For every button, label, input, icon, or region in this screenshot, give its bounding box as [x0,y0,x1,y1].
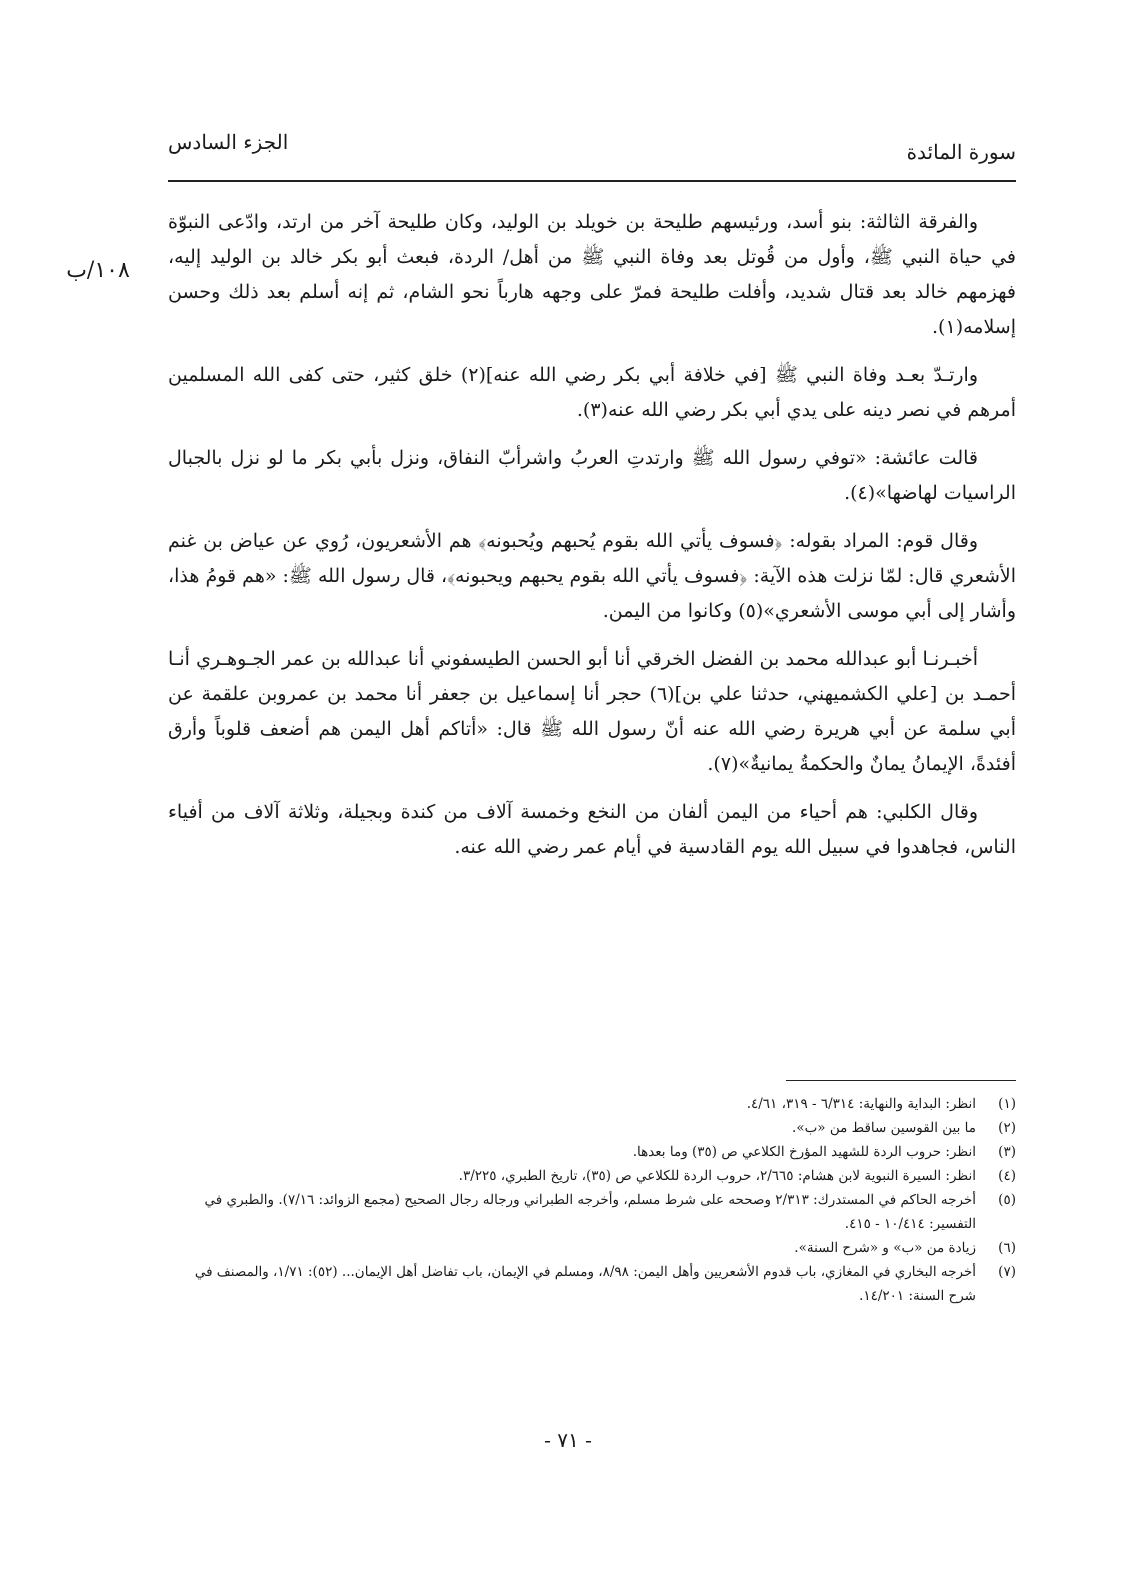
footnote-text: ما بين القوسين ساقط من «ب». [792,1120,976,1136]
footnote-number: (٥) [998,1192,1016,1208]
footnote-number: (٦) [998,1240,1016,1256]
footnote-number: (٣) [998,1144,1016,1160]
footnotes [168,1092,1016,1308]
footnote [168,1164,1016,1188]
main-text [168,205,1016,878]
paragraph: قالت عائشة: «توفي رسول الله ﷺ وارتدتِ العربُ واشرأبّ النفاق، ونزل بأبي بكر ما لو نزل بالجبال الراسيات لهاضها»(٤). [168,447,1016,504]
paragraph: والفرقة الثالثة: بنو أسد، ورئيسهم طليحة بن خويلد بن الوليد، وكان طليحة آخر من ارتد، وادّعى النبوّة في حياة النبي ﷺ، وأول من قُوتل بعد وفاة النبي ﷺ من أهل/ الردة، فبعث أبو بكر خالد بن الوليد إليه، فهزمهم خالد بعد قتال شديد، وأفلت طليحة فمرّ على وجهه هارباً نحو الشام، ثم إنه أسلم بعد ذلك وحسن إسلامه(١). [168,211,1016,338]
footnote-number: (٧) [998,1264,1016,1280]
footnote [168,1140,1016,1164]
footnote [168,1260,1016,1308]
paragraph: أخبـرنـا أبو عبدالله محمد بن الفضل الخرقي أنا أبو الحسن الطيسفوني أنا عبدالله بن عمر الجـوهـري أنـا أحمـد بن [علي الكشميهني، حدثنا علي بن](٦) حجر أنا إسماعيل بن جعفر أنا محمد بن عمروبن علقمة عن أبي سلمة عن أبي هريرة رضي الله عنه أنّ رسول الله ﷺ قال: «أتاكم أهل اليمن هم أضعف قلوباً وأرق أفئدةً، الإيمانُ يمانٌ والحكمةُ يمانيةٌ»(٧). [168,648,1016,775]
footnote-number: (٢) [998,1120,1016,1136]
footnote-text: انظر: البداية والنهاية: ٦/٣١٤ - ٣١٩، ٤/٦١. [746,1096,976,1112]
footnote [168,1092,1016,1116]
page-number: - ٧١ - [544,1428,592,1452]
footnote [168,1236,1016,1260]
paragraph: وارتـدّ بعـد وفاة النبي ﷺ [في خلافة أبي بكر رضي الله عنه](٢) خلق كثير، حتى كفى الله المسلمين أمرهم في نصر دينه على يدي أبي بكر رضي الله عنه(٣). [168,364,1016,421]
footnote-text: زيادة من «ب» و «شرح السنة». [794,1240,976,1256]
running-title-surah: سورة المائدة [906,140,1016,164]
footnote-text: أخرجه البخاري في المغازي، باب قدوم الأشعريين وأهل اليمن: ٨/٩٨، ومسلم في الإيمان، باب تفاضل أهل الإيمان... (٥٢): ١/٧١، والمصنف في شرح السنة: ١٤/٢٠١. [194,1264,976,1304]
paragraph: وقال قوم: المراد بقوله: ﴿فسوف يأتي الله بقوم يُحبهم ويُحبونه﴾ هم الأشعريون، رُوي عن عياض بن غنم الأشعري قال: لمّا نزلت هذه الآية: ﴿فسوف يأتي الله بقوم يحبهم ويحبونه﴾، قال رسول الله ﷺ: «هم قومُ هذا، وأشار إلى أبي موسى الأشعري»(٥) وكانوا من اليمن. [168,530,1016,622]
footnote-text: انظر: حروب الردة للشهيد المؤرخ الكلاعي ص (٣٥) وما بعدها. [632,1144,976,1160]
manuscript-folio-note: ١٠٨/ب [66,258,130,283]
footnote [168,1116,1016,1140]
footnote-number: (٤) [998,1168,1016,1184]
footnote-number: (١) [998,1096,1016,1112]
footnote-separator [786,1080,1016,1081]
footnote [168,1188,1016,1236]
page-header [168,128,1016,182]
footnote-text: انظر: السيرة النبوية لابن هشام: ٢/٦٦٥، حروب الردة للكلاعي ص (٣٥)، تاريخ الطبري، ٣/٢٢٥. [458,1168,976,1184]
footnote-text: أخرجه الحاكم في المستدرك: ٢/٣١٣ وصححه على شرط مسلم، وأخرجه الطبراني ورجاله رجال الصحيح (مجمع الزوائد: ٧/١٦). والطبري في التفسير: ١٠/٤١٤ - ٤١٥. [204,1192,976,1232]
paragraph: وقال الكلبي: هم أحياء من اليمن ألفان من النخع وخمسة آلاف من كندة وبجيلة، وثلاثة آلاف من أفياء الناس، فجاهدوا في سبيل الله يوم القادسية في أيام عمر رضي الله عنه. [168,801,1016,858]
running-title-part: الجزء السادس [168,130,289,154]
